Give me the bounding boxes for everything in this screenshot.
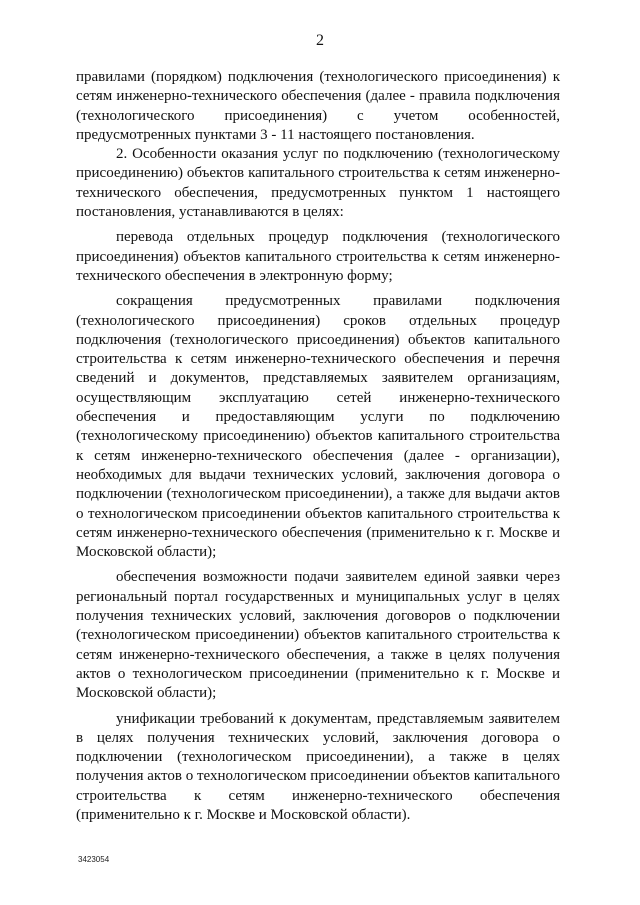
paragraph-reduce-terms: сокращения предусмотренных правилами подключения (технологического присоединения) сроков отдельных процедур подключения (технологического присоединения) объектов капитального строительства к сетям инженерно-технического обеспечения и перечня сведений и документов, представляемых заявителем организациям, осуществляющим эксплуатацию сетей инженерно-технического обеспечения и предоставляющим услуги по подключению (технологическому присоединению) объектов капитального строительства к сетям инженерно-технического обеспечения (далее - организации), необходимых для выдачи технических условий, заключения договора о подключении (технологическом присоединении), а также для выдачи актов о технологическом присоединении объектов капитального строительства к сетям инженерно-технического обеспечения (применительно к г. Москве и Московской области); [76,293,560,561]
document-body [76,68,560,825]
paragraph-item-2: 2. Особенности оказания услуг по подключению (технологическому присоединению) объектов капитального строительства к сетям инженерно-технического обеспечения, предусмотренных пунктом 1 настоящего постановления, устанавливаются в целях: [76,146,560,221]
paragraph-unification: унификации требований к документам, представляемым заявителем в целях получения технических условий, заключения договора о подключении (технологическом присоединении), а также в целях получения актов о технологическом присоединении объектов капитального строительства к сетям инженерно-технического обеспечения (применительно к г. Москве и Московской области). [76,710,560,823]
paragraph-continuation: правилами (порядком) подключения (технологического присоединения) к сетям инженерно-технического обеспечения (далее - правила подключения (технологического присоединения) с учетом особенностей, предусмотренных пунктами 3 - 11 настоящего постановления. [76,69,560,143]
paragraph-electronic-form: перевода отдельных процедур подключения (технологического присоединения) объектов капитального строительства к сетям инженерно-технического обеспечения в электронную форму; [76,229,560,284]
paragraph-single-application: обеспечения возможности подачи заявителем единой заявки через региональный портал государственных и муниципальных услуг в целях получения технических условий, заключения договоров о подключении (технологическом присоединении) объектов капитального строительства к сетям инженерно-технического обеспечения, а также в целях получения актов о технологическом присоединении (применительно к г. Москве и Московской области); [76,569,560,702]
document-code: 3423054 [78,855,110,864]
page-number: 2 [316,32,324,49]
